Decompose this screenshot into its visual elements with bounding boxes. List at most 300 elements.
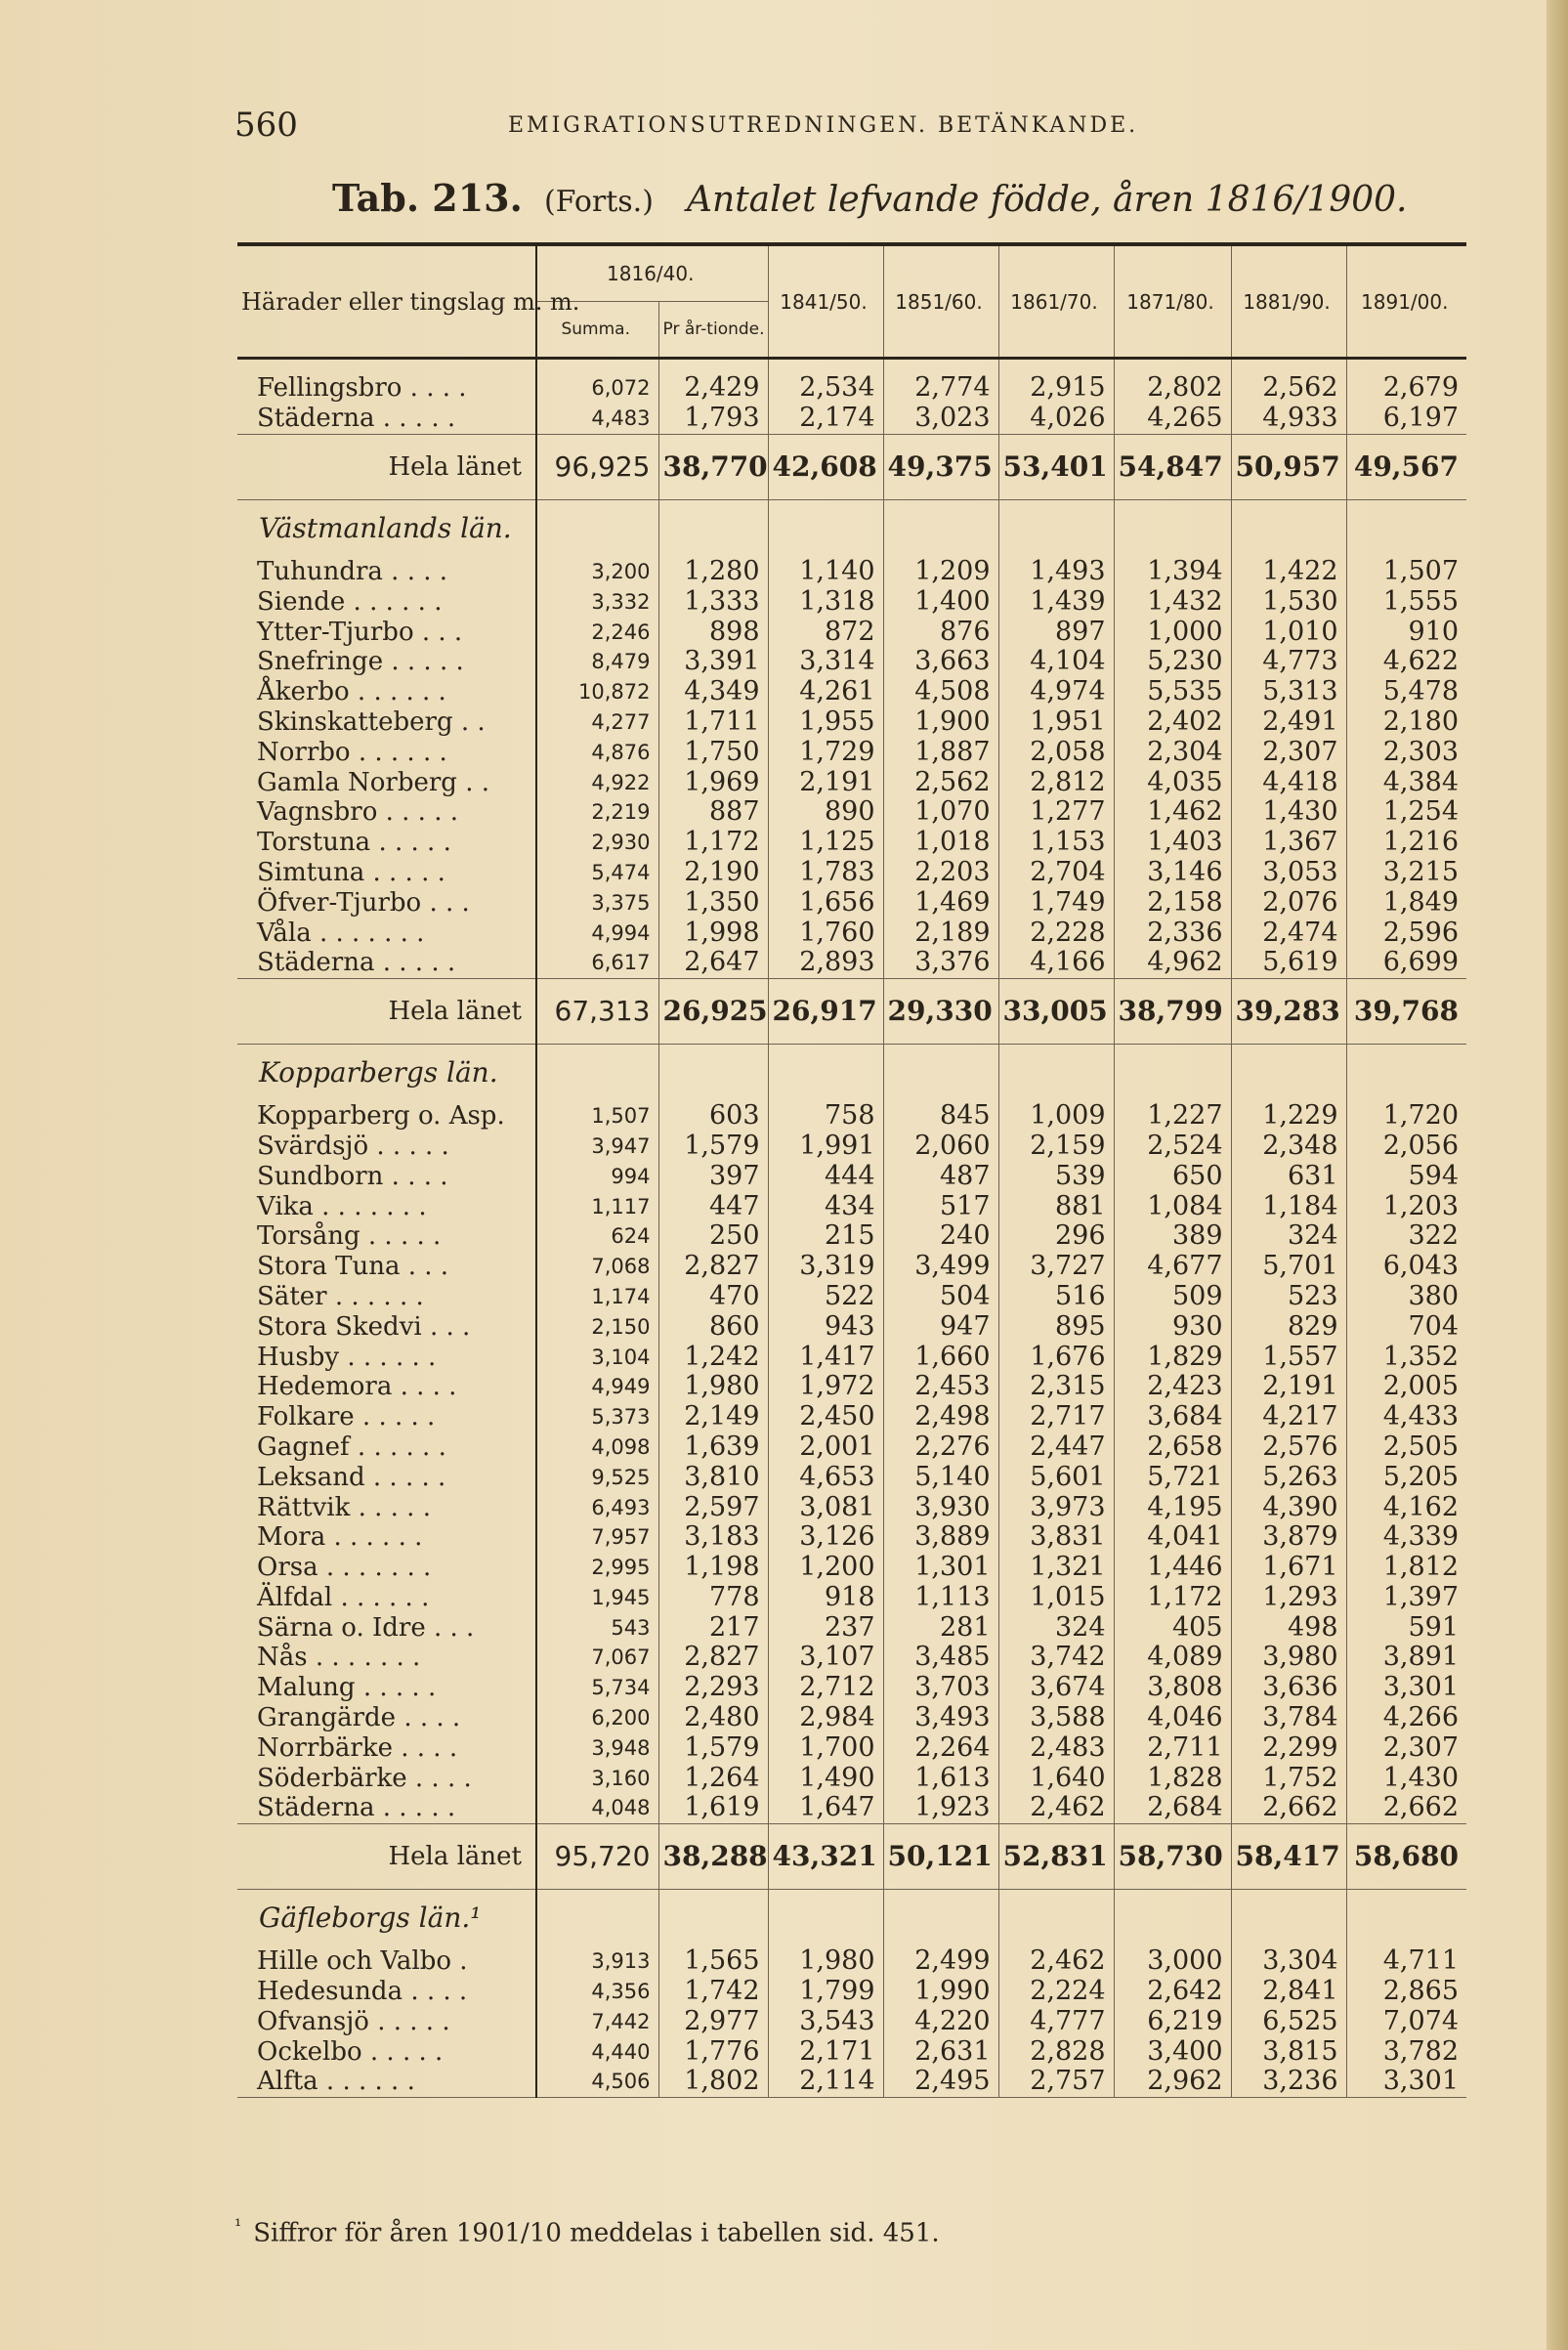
table-cell: 2,402 (1114, 707, 1231, 738)
row-label: Nås . . . . . . . (237, 1643, 536, 1673)
table-row (237, 1492, 1466, 1522)
empty-cell (883, 499, 998, 557)
table-cell: 2,596 (1346, 918, 1466, 948)
table-row (237, 1101, 1466, 1132)
table-cell: 1,242 (658, 1342, 768, 1372)
table-cell: 1,579 (658, 1732, 768, 1763)
table-cell: 3,301 (1346, 2067, 1466, 2097)
row-label: Ytter-Tjurbo . . . (237, 617, 536, 647)
row-label: Tuhundra . . . . (237, 557, 536, 587)
table-cell: 498 (1231, 1612, 1346, 1643)
table-row (237, 2067, 1466, 2097)
table-row (237, 858, 1466, 888)
table-cell: 897 (998, 617, 1114, 647)
empty-cell (883, 1889, 998, 1946)
region-heading-row (237, 1044, 1466, 1101)
empty-cell (658, 1889, 768, 1946)
table-cell: 1,352 (1346, 1342, 1466, 1372)
table-row (237, 1703, 1466, 1733)
table-row (237, 828, 1466, 858)
table-cell: 2,662 (1346, 1793, 1466, 1823)
table-row (237, 2006, 1466, 2036)
table-cell: 3,831 (998, 1522, 1114, 1553)
row-label: Simtuna . . . . . (237, 858, 536, 888)
table-cell: 910 (1346, 617, 1466, 647)
table-cell: 53,401 (998, 434, 1114, 499)
table-cell: 2,995 (536, 1553, 658, 1583)
table-cell: 2,562 (883, 767, 998, 797)
table-cell: 3,160 (536, 1763, 658, 1793)
page-number: 560 (234, 106, 298, 145)
row-label: Städerna . . . . . (237, 948, 536, 978)
table-row (237, 948, 1466, 978)
table-cell: 6,525 (1231, 2006, 1346, 2036)
table-cell: 1,613 (883, 1763, 998, 1793)
table-cell: 33,005 (998, 978, 1114, 1044)
table-cell: 2,562 (1231, 373, 1346, 404)
table-cell: 2,576 (1231, 1432, 1346, 1463)
table-cell: 240 (883, 1221, 998, 1252)
table-cell: 5,313 (1231, 677, 1346, 707)
row-label: Orsa . . . . . . . (237, 1553, 536, 1583)
table-cell: 2,631 (883, 2036, 998, 2067)
table-cell: 3,183 (658, 1522, 768, 1553)
table-cell: 1,812 (1346, 1553, 1466, 1583)
column-header-1881-90: 1881/90. (1231, 244, 1346, 359)
table-cell: 1,969 (658, 767, 768, 797)
table-cell: 1,070 (883, 797, 998, 828)
table-cell: 872 (768, 617, 883, 647)
empty-cell (998, 499, 1114, 557)
table-row (237, 1432, 1466, 1463)
table-cell: 4,356 (536, 1977, 658, 2007)
table-cell: 95,720 (536, 1823, 658, 1889)
table-cell: 215 (768, 1221, 883, 1252)
row-label: Hela länet (237, 978, 536, 1044)
table-cell: 6,043 (1346, 1252, 1466, 1282)
table-cell: 2,189 (883, 918, 998, 948)
column-header-1871-80: 1871/80. (1114, 244, 1231, 359)
table-cell: 5,619 (1231, 948, 1346, 978)
table-row (237, 557, 1466, 587)
table-subject: Antalet lefvande födde, åren 1816/1900. (687, 180, 1408, 220)
table-cell: 517 (883, 1191, 998, 1221)
row-label: Kopparberg o. Asp. (237, 1101, 536, 1132)
row-label: Norrbo . . . . . . (237, 737, 536, 767)
table-cell: 5,373 (536, 1402, 658, 1432)
table-row (237, 1977, 1466, 2007)
table-row (237, 586, 1466, 617)
row-label: Snefringe . . . . . (237, 647, 536, 677)
empty-cell (768, 1044, 883, 1101)
table-cell: 1,140 (768, 557, 883, 587)
table-cell: 67,313 (536, 978, 658, 1044)
table-cell: 237 (768, 1612, 883, 1643)
table-cell: 1,125 (768, 828, 883, 858)
table-cell: 881 (998, 1191, 1114, 1221)
table-cell: 2,524 (1114, 1132, 1231, 1162)
table-cell: 281 (883, 1612, 998, 1643)
table-cell: 2,828 (998, 2036, 1114, 2067)
table-row (237, 1732, 1466, 1763)
table-cell: 3,948 (536, 1732, 658, 1763)
table-cell: 1,462 (1114, 797, 1231, 828)
table-cell: 4,162 (1346, 1492, 1466, 1522)
table-cell: 1,507 (1346, 557, 1466, 587)
table-cell: 4,974 (998, 677, 1114, 707)
table-cell: 4,041 (1114, 1522, 1231, 1553)
row-label: Torsång . . . . . (237, 1221, 536, 1252)
table-cell: 2,315 (998, 1372, 1114, 1402)
table-cell: 2,336 (1114, 918, 1231, 948)
table-cell: 1,403 (1114, 828, 1231, 858)
table-cell: 3,301 (1346, 1673, 1466, 1703)
table-cell: 2,480 (658, 1703, 768, 1733)
table-cell: 1,293 (1231, 1583, 1346, 1613)
table-cell: 2,299 (1231, 1732, 1346, 1763)
table-cell: 4,261 (768, 677, 883, 707)
table-row (237, 1342, 1466, 1372)
table-cell: 3,810 (658, 1462, 768, 1492)
row-label: Malung . . . . . (237, 1673, 536, 1703)
table-cell: 2,001 (768, 1432, 883, 1463)
table-row (237, 1132, 1466, 1162)
table-cell: 96,925 (536, 434, 658, 499)
table-cell: 4,104 (998, 647, 1114, 677)
table-cell: 2,060 (883, 1132, 998, 1162)
column-header-1841-50: 1841/50. (768, 244, 883, 359)
region-heading-row (237, 499, 1466, 557)
empty-cell (883, 1044, 998, 1101)
table-cell: 4,339 (1346, 1522, 1466, 1553)
table-cell: 8,479 (536, 647, 658, 677)
table-cell: 1,229 (1231, 1101, 1346, 1132)
table-row (237, 1522, 1466, 1553)
table-cell: 4,962 (1114, 948, 1231, 978)
table-cell: 1,711 (658, 707, 768, 738)
table-cell: 1,490 (768, 1763, 883, 1793)
table-cell: 1,400 (883, 586, 998, 617)
region-heading: Västmanlands län. (237, 499, 536, 557)
table-cell: 2,005 (1346, 1372, 1466, 1402)
table-cell: 322 (1346, 1221, 1466, 1252)
table-row (237, 2036, 1466, 2067)
table-cell: 4,418 (1231, 767, 1346, 797)
table-row (237, 1763, 1466, 1793)
table-cell: 4,277 (536, 707, 658, 738)
table-cell: 3,784 (1231, 1703, 1346, 1733)
table-cell: 2,174 (768, 404, 883, 434)
table-cell: 5,140 (883, 1462, 998, 1492)
running-head-text: EMIGRATIONSUTREDNINGEN. BETÄNKANDE. (508, 113, 1139, 138)
table-cell: 2,499 (883, 1946, 998, 1977)
table-row (237, 617, 1466, 647)
table-cell: 4,390 (1231, 1492, 1346, 1522)
table-row (237, 1946, 1466, 1977)
table-cell: 1,829 (1114, 1342, 1231, 1372)
table-cell: 3,663 (883, 647, 998, 677)
table-cell: 7,067 (536, 1643, 658, 1673)
table-cell: 2,203 (883, 858, 998, 888)
empty-cell (536, 1044, 658, 1101)
table-cell: 3,879 (1231, 1522, 1346, 1553)
table-cell: 3,947 (536, 1132, 658, 1162)
row-label: Fellingsbro . . . . (237, 373, 536, 404)
table-cell: 624 (536, 1221, 658, 1252)
row-label: Norrbärke . . . . (237, 1732, 536, 1763)
table-cell: 5,478 (1346, 677, 1466, 707)
empty-cell (1114, 1044, 1231, 1101)
table-cell: 1,776 (658, 2036, 768, 2067)
table-row (237, 647, 1466, 677)
table-row (237, 1311, 1466, 1342)
table-cell: 4,166 (998, 948, 1114, 978)
table-row (237, 797, 1466, 828)
table-cell: 1,783 (768, 858, 883, 888)
table-cell: 1,656 (768, 887, 883, 918)
empty-cell (658, 499, 768, 557)
table-cell: 5,535 (1114, 677, 1231, 707)
column-header-pr-artionde: Pr år-tionde. (658, 302, 768, 359)
table-cell: 6,219 (1114, 2006, 1231, 2036)
row-label: Skinskatteberg . . (237, 707, 536, 738)
table-cell: 6,197 (1346, 404, 1466, 434)
running-head (234, 106, 1270, 149)
table-cell: 3,674 (998, 1673, 1114, 1703)
table-cell: 2,058 (998, 737, 1114, 767)
table-cell: 1,015 (998, 1583, 1114, 1613)
row-label: Stora Skedvi . . . (237, 1311, 536, 1342)
table-cell: 2,774 (883, 373, 998, 404)
table-cell: 2,158 (1114, 887, 1231, 918)
table-row (237, 1191, 1466, 1221)
row-label: Hille och Valbo . (237, 1946, 536, 1977)
empty-cell (237, 359, 536, 374)
table-cell: 1,900 (883, 707, 998, 738)
table-cell: 1,209 (883, 557, 998, 587)
table-cell: 1,980 (768, 1946, 883, 1977)
footnote (234, 2216, 1309, 2255)
table-cell: 3,400 (1114, 2036, 1231, 2067)
table-cell: 58,417 (1231, 1823, 1346, 1889)
column-header-1891-00: 1891/00. (1346, 244, 1466, 359)
table-header (237, 244, 1466, 359)
table-cell: 4,026 (998, 404, 1114, 434)
table-cell: 29,330 (883, 978, 998, 1044)
empty-cell (1114, 1889, 1231, 1946)
empty-cell (1346, 359, 1466, 374)
table-cell: 1,507 (536, 1101, 658, 1132)
table-cell: 1,799 (768, 1977, 883, 2007)
table-cell: 49,375 (883, 434, 998, 499)
row-label: Rättvik . . . . . (237, 1492, 536, 1522)
table-cell: 10,872 (536, 677, 658, 707)
table-cell: 2,348 (1231, 1132, 1346, 1162)
table-cell: 758 (768, 1101, 883, 1132)
table-cell: 7,957 (536, 1522, 658, 1553)
table-row (237, 1252, 1466, 1282)
empty-cell (768, 359, 883, 374)
table-cell: 2,717 (998, 1402, 1114, 1432)
table-body (237, 359, 1466, 2098)
table-cell: 4,508 (883, 677, 998, 707)
table-cell: 2,915 (998, 373, 1114, 404)
table-cell: 50,957 (1231, 434, 1346, 499)
table-cell: 4,711 (1346, 1946, 1466, 1977)
table-cell: 1,676 (998, 1342, 1114, 1372)
table-row (237, 677, 1466, 707)
empty-cell (998, 359, 1114, 374)
table-cell: 1,639 (658, 1432, 768, 1463)
table-cell: 3,304 (1231, 1946, 1346, 1977)
table-cell: 1,742 (658, 1977, 768, 2007)
table-cell: 38,770 (658, 434, 768, 499)
row-label: Mora . . . . . . (237, 1522, 536, 1553)
table-cell: 2,684 (1114, 1793, 1231, 1823)
table-cell: 2,812 (998, 767, 1114, 797)
table-cell: 3,930 (883, 1492, 998, 1522)
table-cell: 2,930 (536, 828, 658, 858)
table-cell: 704 (1346, 1311, 1466, 1342)
table-cell: 3,973 (998, 1492, 1114, 1522)
table-row (237, 1643, 1466, 1673)
table-cell: 1,172 (1114, 1583, 1231, 1613)
table-cell: 4,384 (1346, 767, 1466, 797)
table-cell: 4,048 (536, 1793, 658, 1823)
statistics-table (237, 242, 1466, 2098)
table-cell: 2,304 (1114, 737, 1231, 767)
table-cell: 9,525 (536, 1462, 658, 1492)
table-cell: 2,191 (1231, 1372, 1346, 1402)
table-cell: 4,195 (1114, 1492, 1231, 1522)
table-cell: 2,483 (998, 1732, 1114, 1763)
table-cell: 1,565 (658, 1946, 768, 1977)
table-cell: 4,089 (1114, 1643, 1231, 1673)
row-label: Älfdal . . . . . . (237, 1583, 536, 1613)
table-cell: 890 (768, 797, 883, 828)
table-number: Tab. 213. (332, 176, 523, 220)
table-cell: 2,276 (883, 1432, 998, 1463)
table-cell: 6,493 (536, 1492, 658, 1522)
table-cell: 3,391 (658, 647, 768, 677)
table-cell: 1,446 (1114, 1553, 1231, 1583)
table-cell: 6,699 (1346, 948, 1466, 978)
table-cell: 2,597 (658, 1492, 768, 1522)
table-cell: 1,752 (1231, 1763, 1346, 1793)
table-cell: 3,815 (1231, 2036, 1346, 2067)
row-label: Gagnef . . . . . . (237, 1432, 536, 1463)
table-cell: 3,053 (1231, 858, 1346, 888)
table-cell: 650 (1114, 1161, 1231, 1191)
empty-cell (1231, 1044, 1346, 1101)
table-cell: 26,917 (768, 978, 883, 1044)
table-cell: 5,474 (536, 858, 658, 888)
table-cell: 58,730 (1114, 1823, 1231, 1889)
table-cell: 2,191 (768, 767, 883, 797)
table-cell: 947 (883, 1311, 998, 1342)
table-cell: 2,453 (883, 1372, 998, 1402)
table-cell: 1,321 (998, 1553, 1114, 1583)
empty-cell (768, 499, 883, 557)
row-label: Vagnsbro . . . . . (237, 797, 536, 828)
table-title (332, 176, 1407, 229)
row-label: Grangärde . . . . (237, 1703, 536, 1733)
row-label: Alfta . . . . . . (237, 2067, 536, 2097)
table-cell: 1,084 (1114, 1191, 1231, 1221)
table-cell: 3,376 (883, 948, 998, 978)
table-cell: 1,579 (658, 1132, 768, 1162)
table-cell: 42,608 (768, 434, 883, 499)
table-cell: 1,432 (1114, 586, 1231, 617)
table-cell: 1,397 (1346, 1583, 1466, 1613)
table-cell: 2,114 (768, 2067, 883, 2097)
table-cell: 1,301 (883, 1553, 998, 1583)
table-cell: 2,841 (1231, 1977, 1346, 2007)
table-cell: 1,010 (1231, 617, 1346, 647)
empty-cell (1231, 359, 1346, 374)
table-row (237, 737, 1466, 767)
table-cell: 1,493 (998, 557, 1114, 587)
table-cell: 3,588 (998, 1703, 1114, 1733)
row-label: Stora Tuna . . . (237, 1252, 536, 1282)
table-cell: 4,876 (536, 737, 658, 767)
region-heading: Gäfleborgs län.¹ (237, 1889, 536, 1946)
table-cell: 603 (658, 1101, 768, 1132)
table-cell: 845 (883, 1101, 998, 1132)
table-cell: 1,277 (998, 797, 1114, 828)
table-cell: 3,126 (768, 1522, 883, 1553)
table-cell: 1,640 (998, 1763, 1114, 1793)
table-cell: 1,113 (883, 1583, 998, 1613)
table-cell: 1,198 (658, 1553, 768, 1583)
table-cell: 1,254 (1346, 797, 1466, 828)
table-cell: 2,180 (1346, 707, 1466, 738)
table-cell: 918 (768, 1583, 883, 1613)
row-label: Hela länet (237, 1823, 536, 1889)
table-cell: 1,174 (536, 1282, 658, 1312)
table-cell: 543 (536, 1612, 658, 1643)
table-row (237, 1372, 1466, 1402)
table-cell: 1,200 (768, 1553, 883, 1583)
table-cell: 3,499 (883, 1252, 998, 1282)
table-cell: 38,799 (1114, 978, 1231, 1044)
table-cell: 3,493 (883, 1703, 998, 1733)
table-cell: 2,711 (1114, 1732, 1231, 1763)
table-row (237, 1583, 1466, 1613)
table-cell: 389 (1114, 1221, 1231, 1252)
table-cell: 4,217 (1231, 1402, 1346, 1432)
row-label: Siende . . . . . . (237, 586, 536, 617)
table-cell: 3,727 (998, 1252, 1114, 1282)
table-cell: 1,350 (658, 887, 768, 918)
table-cell: 504 (883, 1282, 998, 1312)
empty-cell (1346, 499, 1466, 557)
empty-cell (1231, 1889, 1346, 1946)
row-label: Hela länet (237, 434, 536, 499)
table-cell: 5,601 (998, 1462, 1114, 1492)
table-cell: 994 (536, 1161, 658, 1191)
table-cell: 2,491 (1231, 707, 1346, 738)
table-cell: 3,375 (536, 887, 658, 918)
table-cell: 1,750 (658, 737, 768, 767)
table-cell: 1,394 (1114, 557, 1231, 587)
table-cell: 380 (1346, 1282, 1466, 1312)
table-cell: 2,307 (1231, 737, 1346, 767)
table-cell: 3,782 (1346, 2036, 1466, 2067)
table-cell: 3,913 (536, 1946, 658, 1977)
table-row (237, 1221, 1466, 1252)
table-cell: 1,700 (768, 1732, 883, 1763)
